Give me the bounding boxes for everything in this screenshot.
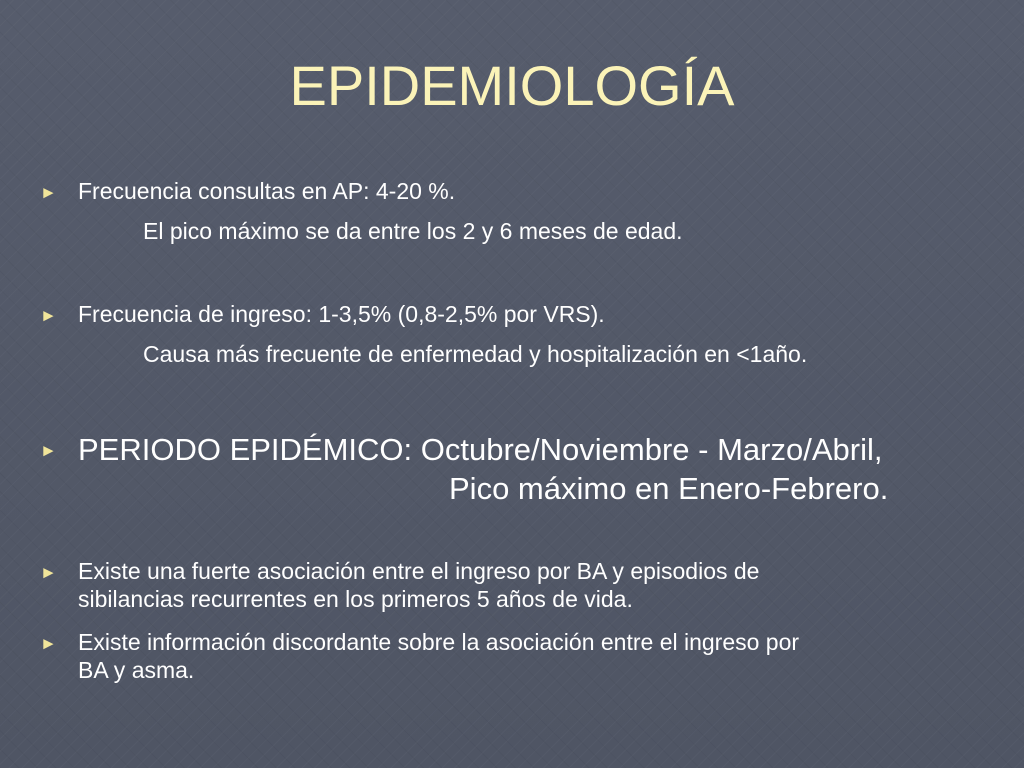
- bullet-line: Frecuencia de ingreso: 1-3,5% (0,8-2,5% por VRS).: [78, 301, 605, 327]
- bullet-arrow-icon: ►: [40, 634, 57, 653]
- bullet-arrow-icon: ►: [40, 563, 57, 582]
- bullet-text: [78, 301, 978, 368]
- slide-title: EPIDEMIOLOGÍA: [289, 54, 735, 117]
- bullet-text: [78, 431, 978, 507]
- bullet-text: [78, 629, 978, 684]
- bullet-arrow-icon: ►: [40, 183, 57, 202]
- bullet-arrow-icon: ►: [40, 306, 57, 325]
- bullet-line-cont: BA y asma.: [78, 656, 195, 683]
- bullet-line: Existe información discordante sobre la asociación entre el ingreso por: [78, 629, 800, 655]
- bullet-subline: Causa más frecuente de enfermedad y hospitalización en <1año.: [143, 340, 808, 367]
- bullet-text: [78, 558, 978, 613]
- bullet-line: Frecuencia consultas en AP: 4-20 %.: [78, 178, 456, 204]
- bullet-arrow-icon: ►: [40, 441, 57, 460]
- bullet-line: Existe una fuerte asociación entre el ingreso por BA y episodios de: [78, 558, 760, 584]
- bullet-subline: Pico máximo en Enero-Febrero.: [449, 471, 889, 507]
- bullet-subline: El pico máximo se da entre los 2 y 6 meses de edad.: [143, 217, 683, 244]
- bullet-line-cont: sibilancias recurrentes en los primeros 5 años de vida.: [78, 585, 633, 612]
- bullet-line: PERIODO EPIDÉMICO: Octubre/Noviembre - Marzo/Abril,: [78, 432, 883, 467]
- bullet-text: [78, 178, 978, 245]
